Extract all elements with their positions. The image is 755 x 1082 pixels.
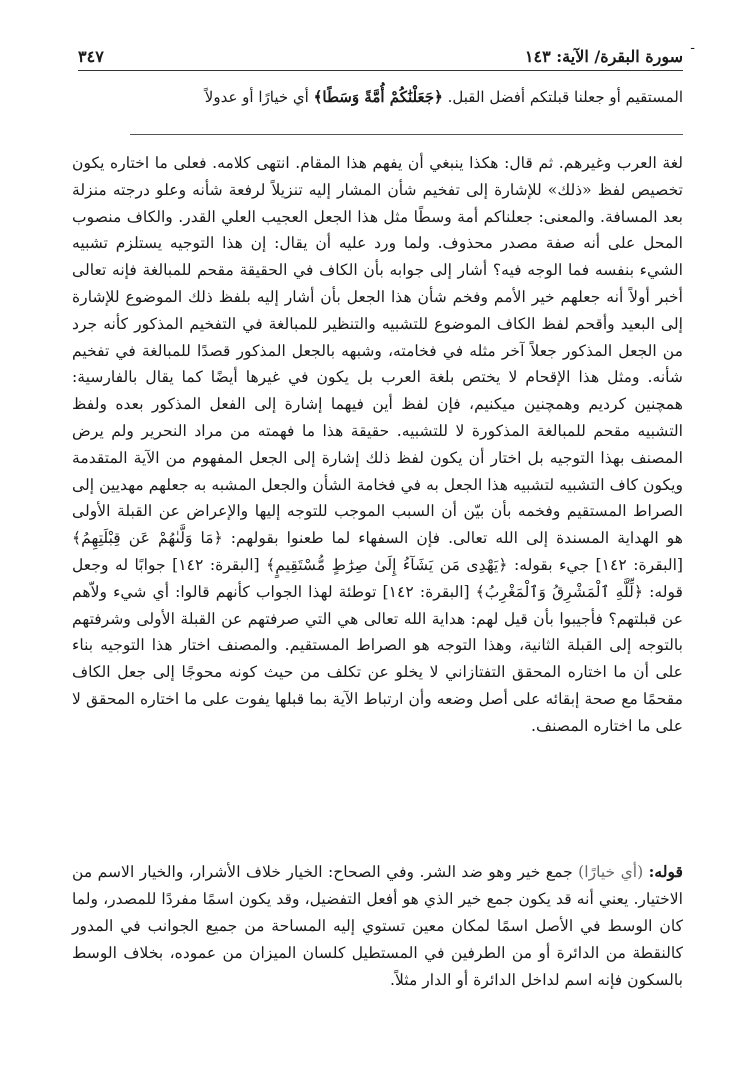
corner-mark: - [690,40,695,56]
text-after-quote: أي خيارًا أو عدولاً [204,88,309,106]
header-rule [78,70,683,71]
commentary-text: جمع خير وهو ضد الشر. وفي الصحاح: الخيار خلاف الأشرار، والخيار الاسم من الاختيار. يعني أنه قد يكون جمع خير الذي هو أفعل التفضيل، وقد يكون اسمًا مفردًا للمصدر، ولما كان الوسط في الأصل اسمًا لمكان معين تستوي إليه المساحة من جميع الجوانب في المدور كالنقطة من الدائرة أو من الطرفين في المستطيل كلسان الميزان من عموده، بخلاف الوسط بالسكون فإنه اسم لداخل الدائرة أو الدار مثلاً. [72,863,683,989]
secondary-commentary [72,858,683,994]
section-divider [130,134,683,135]
page-number: ٣٤٧ [78,47,104,66]
commentary-quoted: (أي خيارًا) [578,863,644,881]
text-before-quote: المستقيم أو جعلنا قبلتكم أفضل القبل. [447,88,683,106]
commentary-label: قوله: [648,862,684,881]
running-header [78,40,683,66]
surah-ayah-title: سورة البقرة/ الآية: ١٤٣ [524,47,683,66]
main-commentary [72,150,683,740]
quran-text-line [72,84,683,110]
main-paragraph: لغة العرب وغيرهم. ثم قال: هكذا ينبغي أن يفهم هذا المقام. انتهى كلامه. فعلى ما اختاره يكون تخصيص لفظ «ذلك» للإشارة إلى تفخيم شأن المشار إليه تنزيلاً لرفعة شأنه وعلو درجته منزلة بعد المسافة. والمعنى: جعلناكم أمة وسطًا مثل هذا الجعل العجيب العلي القدر. والكاف منصوب المحل على أنه صفة مصدر محذوف. ولما ورد عليه أن يقال: إن هذا التوجيه يستلزم تشبيه الشيء بنفسه فما الوجه فيه؟ أشار إلى جوابه بأن الكاف في الحقيقة مقحم للمبالغة فإنه تعالى أخبر أولاً أنه جعلهم خير الأمم وفخم شأن هذا الجعل بأن أشار إليه بلفظ ذلك الموضوع للإشارة إلى البعيد وأقحم لفظ الكاف الموضوع للتشبيه والتنظير للمبالغة في التفخيم المذكور كأنه جرد من الجعل المذكور جعلاً آخر مثله في فخامته، وشبهه بالجعل المذكور قصدًا للمبالغة في تفخيم شأنه. ومثل هذا الإقحام لا يختص بلغة العرب بل يكون في غيرها أيضًا كما يقال بالفارسية: همچنين كرديم وهمچنين ميكنيم، فإن لفظ أين فيهما إشارة إلى الفعل المذكور بعده ولفظ التشبيه مقحم للمبالغة المذكورة لا للتشبيه. حقيقة هذا ما فهمته من مراد النحرير ولم يرض المصنف بهذا التوجيه بل اختار أن يكون لفظ ذلك إشارة إلى الجعل المفهوم من الآية المتقدمة ويكون كاف التشبيه لتشبيه هذا الجعل به في فخامة الشأن والجعل المشبه به جعلهم مهديين إلى الصراط المستقيم وفخمه بأن بيّن أن السبب الموجب للتوجه إليها والإعراض عن القبلة الأولى هو الهداية المسندة إلى الله تعالى. فإن السفهاء لما طعنوا بقولهم: ﴿مَا وَلَّىٰهُمْ عَن قِبْلَتِهِمُ﴾ [البقرة: ١٤٢] جيء بقوله: ﴿يَهْدِى مَن يَشَآءُ إِلَىٰ صِرَٰطٍ مُّسْتَقِيمٍ﴾ [البقرة: ١٤٢] جوابًا له وجعل قوله: ﴿لِّلَّهِ ٱلْمَشْرِقُ وَٱلْمَغْرِبُ﴾ [البقرة: ١٤٢] توطئة لهذا الجواب كأنهم قالوا: أي شيء ولاّهم عن قبلتهم؟ فأجيبوا بأن قيل لهم: هداية الله تعالى هي التي صرفتهم عن القبلة الأولى وشرفتهم بالتوجه إلى القبلة الثانية، وهذا التوجه هو الصراط المستقيم. والمصنف اختار هذا التوجيه بناء على أن ما اختاره المحقق التفتازاني لا يخلو عن تكلف من حيث كونه محوجًا إلى جعل الكاف مقحمًا مع صحة إبقائه على أصل وضعه وأن ارتباط الآية بما قبلها يفوت على ما اختاره المحقق لا على ما اختاره المصنف. [72,154,684,735]
quran-quote: ﴿جَعَلْنَٰكُمْ أُمَّةً وَسَطًا﴾ [313,88,443,106]
